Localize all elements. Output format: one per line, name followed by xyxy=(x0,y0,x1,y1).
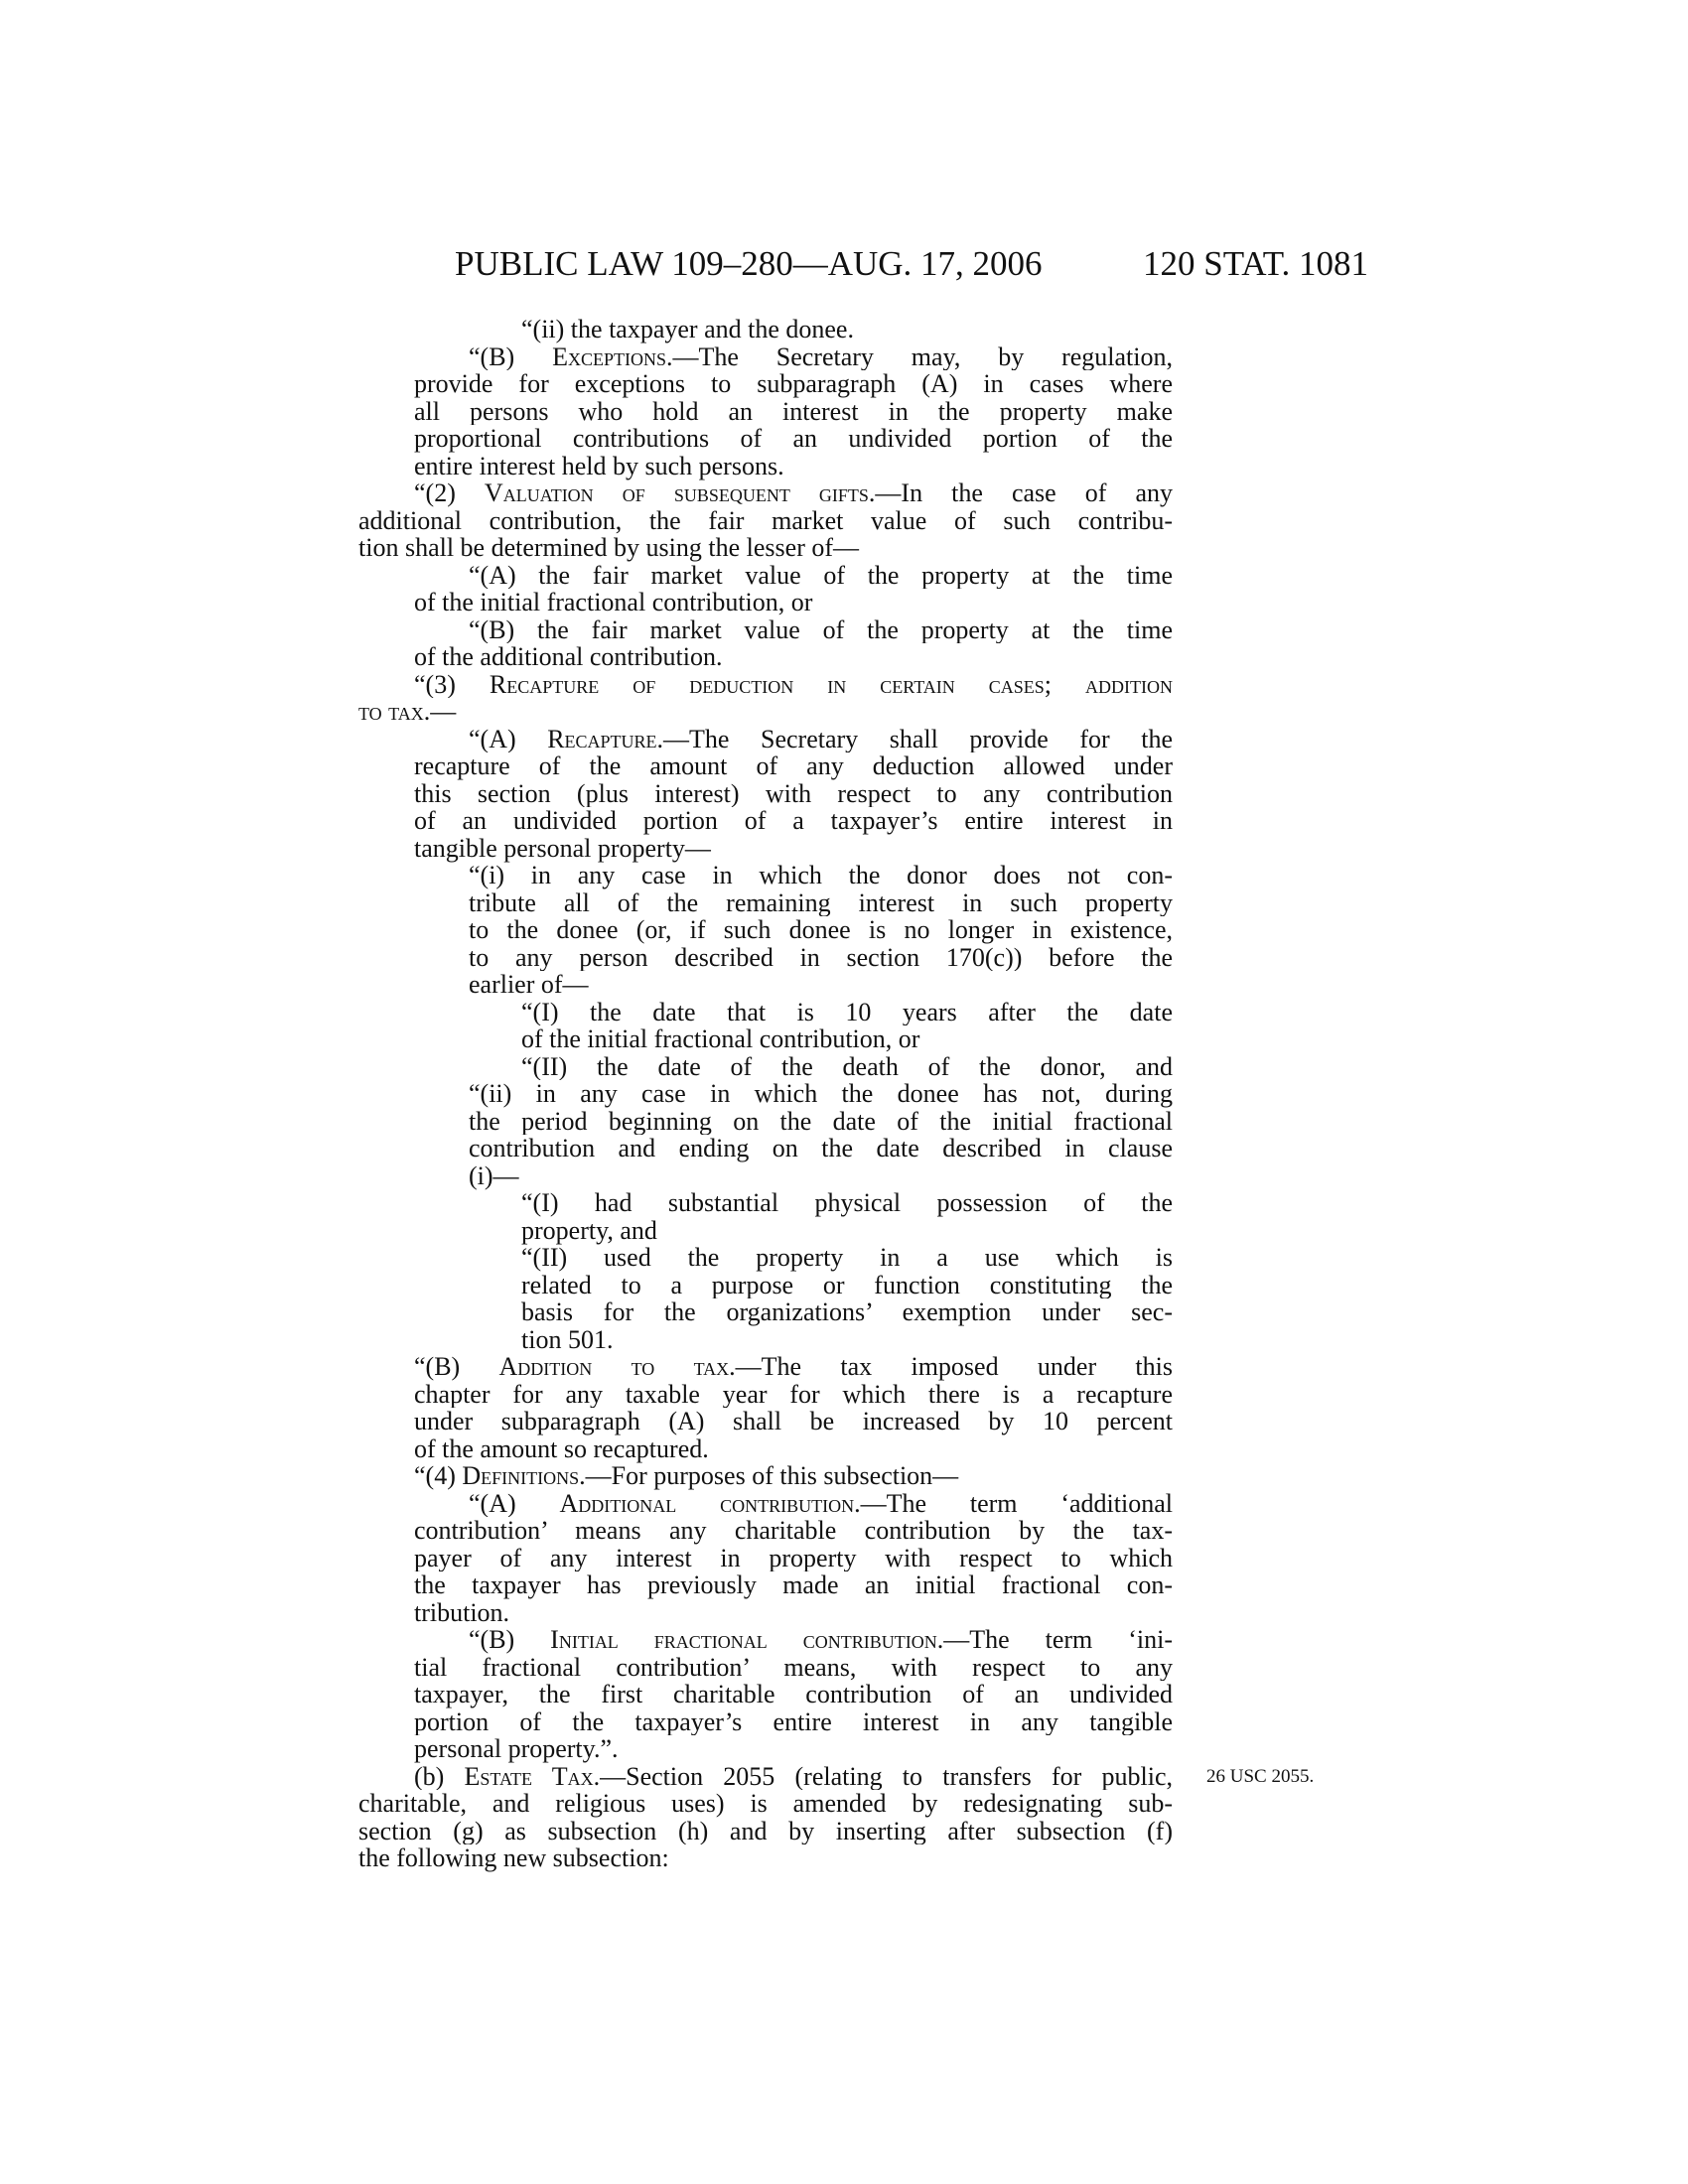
line-text: the taxpayer has previously made an initial fractional con- xyxy=(414,1571,1173,1599)
text-line xyxy=(469,1135,1173,1162)
heading-small-caps: Recapture xyxy=(547,725,657,752)
text-line xyxy=(358,698,1173,726)
line-text: payer of any interest in property with respect to which xyxy=(414,1544,1173,1571)
line-text: .—The tax imposed under this xyxy=(729,1353,1173,1381)
line-text: proportional contributions of an undivided portion of the xyxy=(414,425,1173,453)
line-text: entire interest held by such persons. xyxy=(414,451,784,480)
text-line xyxy=(414,1462,1173,1490)
line-text: “(A) xyxy=(469,1489,560,1517)
line-text: basis for the organizations’ exemption under sec- xyxy=(521,1298,1173,1326)
line-text: (i)— xyxy=(469,1160,519,1190)
line-text: “(i) in any case in which the donor does not con- xyxy=(469,862,1173,889)
line-text: portion of the taxpayer’s entire interest in any tangible xyxy=(414,1707,1173,1735)
line-text: tribution. xyxy=(414,1597,510,1627)
text-line xyxy=(469,862,1173,889)
line-text: of an undivided portion of a taxpayer’s entire interest in xyxy=(414,807,1173,835)
line-text: of the initial fractional contribution, or xyxy=(414,588,813,616)
line-text: “(2) xyxy=(414,479,485,507)
line-text: .—For purposes of this subsection— xyxy=(579,1461,959,1490)
text-line xyxy=(358,1818,1173,1845)
text-line xyxy=(414,1353,1173,1381)
text-line xyxy=(521,1053,1173,1081)
text-line xyxy=(414,1708,1173,1736)
line-text: tion 501. xyxy=(521,1324,614,1354)
line-text: “(B) xyxy=(414,1353,499,1381)
text-line xyxy=(521,1298,1173,1326)
text-line xyxy=(469,971,1173,999)
text-line xyxy=(358,534,1173,562)
heading-small-caps: Initial fractional contribution xyxy=(550,1626,937,1654)
line-text: under subparagraph (A) shall be increased by 10 percent xyxy=(414,1408,1173,1435)
text-line xyxy=(521,1025,1173,1053)
line-text: .—The Secretary may, by regulation, xyxy=(665,342,1173,370)
heading-small-caps: Estate Tax xyxy=(464,1762,594,1790)
text-line xyxy=(414,1517,1173,1545)
text-line xyxy=(414,425,1173,453)
line-text: related to a purpose or function constituting the xyxy=(521,1271,1173,1298)
line-text: of the amount so recaptured. xyxy=(414,1433,709,1463)
text-line xyxy=(414,807,1173,835)
heading-small-caps: Definitions xyxy=(462,1461,580,1490)
heading-small-caps: Addition to tax xyxy=(498,1353,730,1381)
running-header-page: 120 STAT. 1081 xyxy=(1143,244,1368,283)
line-text: “(B) xyxy=(469,1626,551,1654)
text-line xyxy=(469,1490,1173,1518)
line-text: .— xyxy=(423,697,457,726)
line-text: contribution and ending on the date described in clause xyxy=(469,1135,1173,1162)
line-text: “(II) the date of the death of the donor, and xyxy=(521,1052,1173,1080)
text-line xyxy=(414,1571,1173,1599)
line-text: charitable, and religious uses) is amended by redesignating sub- xyxy=(358,1790,1173,1818)
line-text: “(I) had substantial physical possession of the xyxy=(521,1189,1173,1217)
text-line xyxy=(469,1108,1173,1136)
text-line xyxy=(414,1681,1173,1708)
text-line xyxy=(414,1599,1173,1627)
line-text: the following new subsection: xyxy=(358,1843,669,1872)
heading-small-caps: Additional contribution xyxy=(559,1489,855,1517)
text-line xyxy=(414,671,1173,699)
text-line xyxy=(414,752,1173,780)
text-line xyxy=(414,1435,1173,1463)
line-text: “(4) xyxy=(414,1461,463,1490)
text-line xyxy=(414,780,1173,808)
text-line xyxy=(469,616,1173,644)
line-text: chapter for any taxable year for which there is a recapture xyxy=(414,1380,1173,1408)
text-line xyxy=(469,944,1173,972)
line-text: tial fractional contribution’ means, with respect to any xyxy=(414,1653,1173,1681)
text-line xyxy=(414,1654,1173,1682)
text-line xyxy=(358,1844,1173,1872)
text-line xyxy=(521,316,1173,343)
text-line xyxy=(358,507,1173,535)
text-line xyxy=(521,1326,1173,1354)
text-line xyxy=(469,889,1173,917)
text-line xyxy=(414,643,1173,671)
text-line xyxy=(414,1381,1173,1409)
line-text: “(B) xyxy=(469,342,553,370)
heading-small-caps: Valuation of subsequent gifts xyxy=(484,479,869,507)
text-line xyxy=(414,479,1173,507)
line-text: earlier of— xyxy=(469,970,589,999)
text-line xyxy=(469,562,1173,590)
margin-citation-note: 26 USC 2055. xyxy=(1206,1765,1315,1787)
line-text: to any person described in section 170(c)) before the xyxy=(469,943,1173,971)
text-line xyxy=(521,1217,1173,1245)
line-text: to the donee (or, if such donee is no longer in existence, xyxy=(469,916,1173,944)
text-line xyxy=(469,343,1173,371)
text-line xyxy=(521,1272,1173,1299)
line-text: .—The term ‘additional xyxy=(854,1489,1173,1517)
line-text: of the initial fractional contribution, or xyxy=(521,1024,920,1053)
text-line xyxy=(414,1735,1173,1763)
text-line xyxy=(521,999,1173,1026)
line-text: .—In the case of any xyxy=(868,479,1173,507)
text-line xyxy=(521,1189,1173,1217)
text-line xyxy=(414,1763,1173,1791)
line-text: section (g) as subsection (h) and by inserting after subsection (f) xyxy=(358,1817,1173,1844)
line-text: recapture of the amount of any deduction allowed under xyxy=(414,752,1173,780)
line-text: of the additional contribution. xyxy=(414,642,723,671)
text-line xyxy=(414,398,1173,426)
line-text: “(II) used the property in a use which is xyxy=(521,1244,1173,1272)
heading-small-caps: Exceptions xyxy=(552,342,666,370)
line-text: the period beginning on the date of the initial fractional xyxy=(469,1107,1173,1135)
text-line xyxy=(521,1244,1173,1272)
line-text: (b) xyxy=(414,1762,465,1790)
line-text: .—The term ‘ini- xyxy=(936,1626,1173,1654)
line-text: taxpayer, the first charitable contribution of an undivided xyxy=(414,1681,1173,1708)
line-text: this section (plus interest) with respect to any contribution xyxy=(414,779,1173,807)
line-text: contribution’ means any charitable contribution by the tax- xyxy=(414,1517,1173,1545)
line-text: “(3) xyxy=(414,670,490,698)
line-text: tribute all of the remaining interest in such property xyxy=(469,888,1173,916)
line-text: personal property.”. xyxy=(414,1734,619,1763)
line-text: “(ii) in any case in which the donee has not, during xyxy=(469,1080,1173,1108)
line-text: “(ii) the taxpayer and the donee. xyxy=(521,315,854,343)
text-line xyxy=(414,370,1173,398)
text-line xyxy=(469,1162,1173,1190)
line-text: tangible personal property— xyxy=(414,833,711,863)
text-line xyxy=(414,453,1173,480)
line-text: .—Section 2055 (relating to transfers for public, xyxy=(593,1762,1173,1790)
line-text: “(A) the fair market value of the property at the time xyxy=(469,561,1173,589)
heading-small-caps: Recapture of deduction in certain cases; addition xyxy=(489,670,1173,698)
heading-small-caps: to tax xyxy=(358,697,424,726)
text-line xyxy=(414,589,1173,616)
text-line xyxy=(469,1080,1173,1108)
running-header-title: PUBLIC LAW 109–280—AUG. 17, 2006 xyxy=(455,244,1043,283)
line-text: “(A) xyxy=(469,725,548,752)
line-text: “(I) the date that is 10 years after the date xyxy=(521,998,1173,1025)
line-text: tion shall be determined by using the lesser of— xyxy=(358,533,860,562)
line-text: additional contribution, the fair market value of such contribu- xyxy=(358,506,1173,534)
line-text: “(B) the fair market value of the property at the time xyxy=(469,615,1173,643)
line-text: provide for exceptions to subparagraph (A) in cases where xyxy=(414,370,1173,398)
text-line xyxy=(414,1408,1173,1435)
text-line xyxy=(469,916,1173,944)
text-line xyxy=(414,835,1173,863)
line-text: .—The Secretary shall provide for the xyxy=(656,725,1173,752)
text-line xyxy=(469,1626,1173,1654)
text-line xyxy=(358,1790,1173,1818)
text-line xyxy=(414,1545,1173,1572)
line-text: all persons who hold an interest in the property make xyxy=(414,397,1173,425)
line-text: property, and xyxy=(521,1215,657,1245)
text-line xyxy=(469,726,1173,753)
